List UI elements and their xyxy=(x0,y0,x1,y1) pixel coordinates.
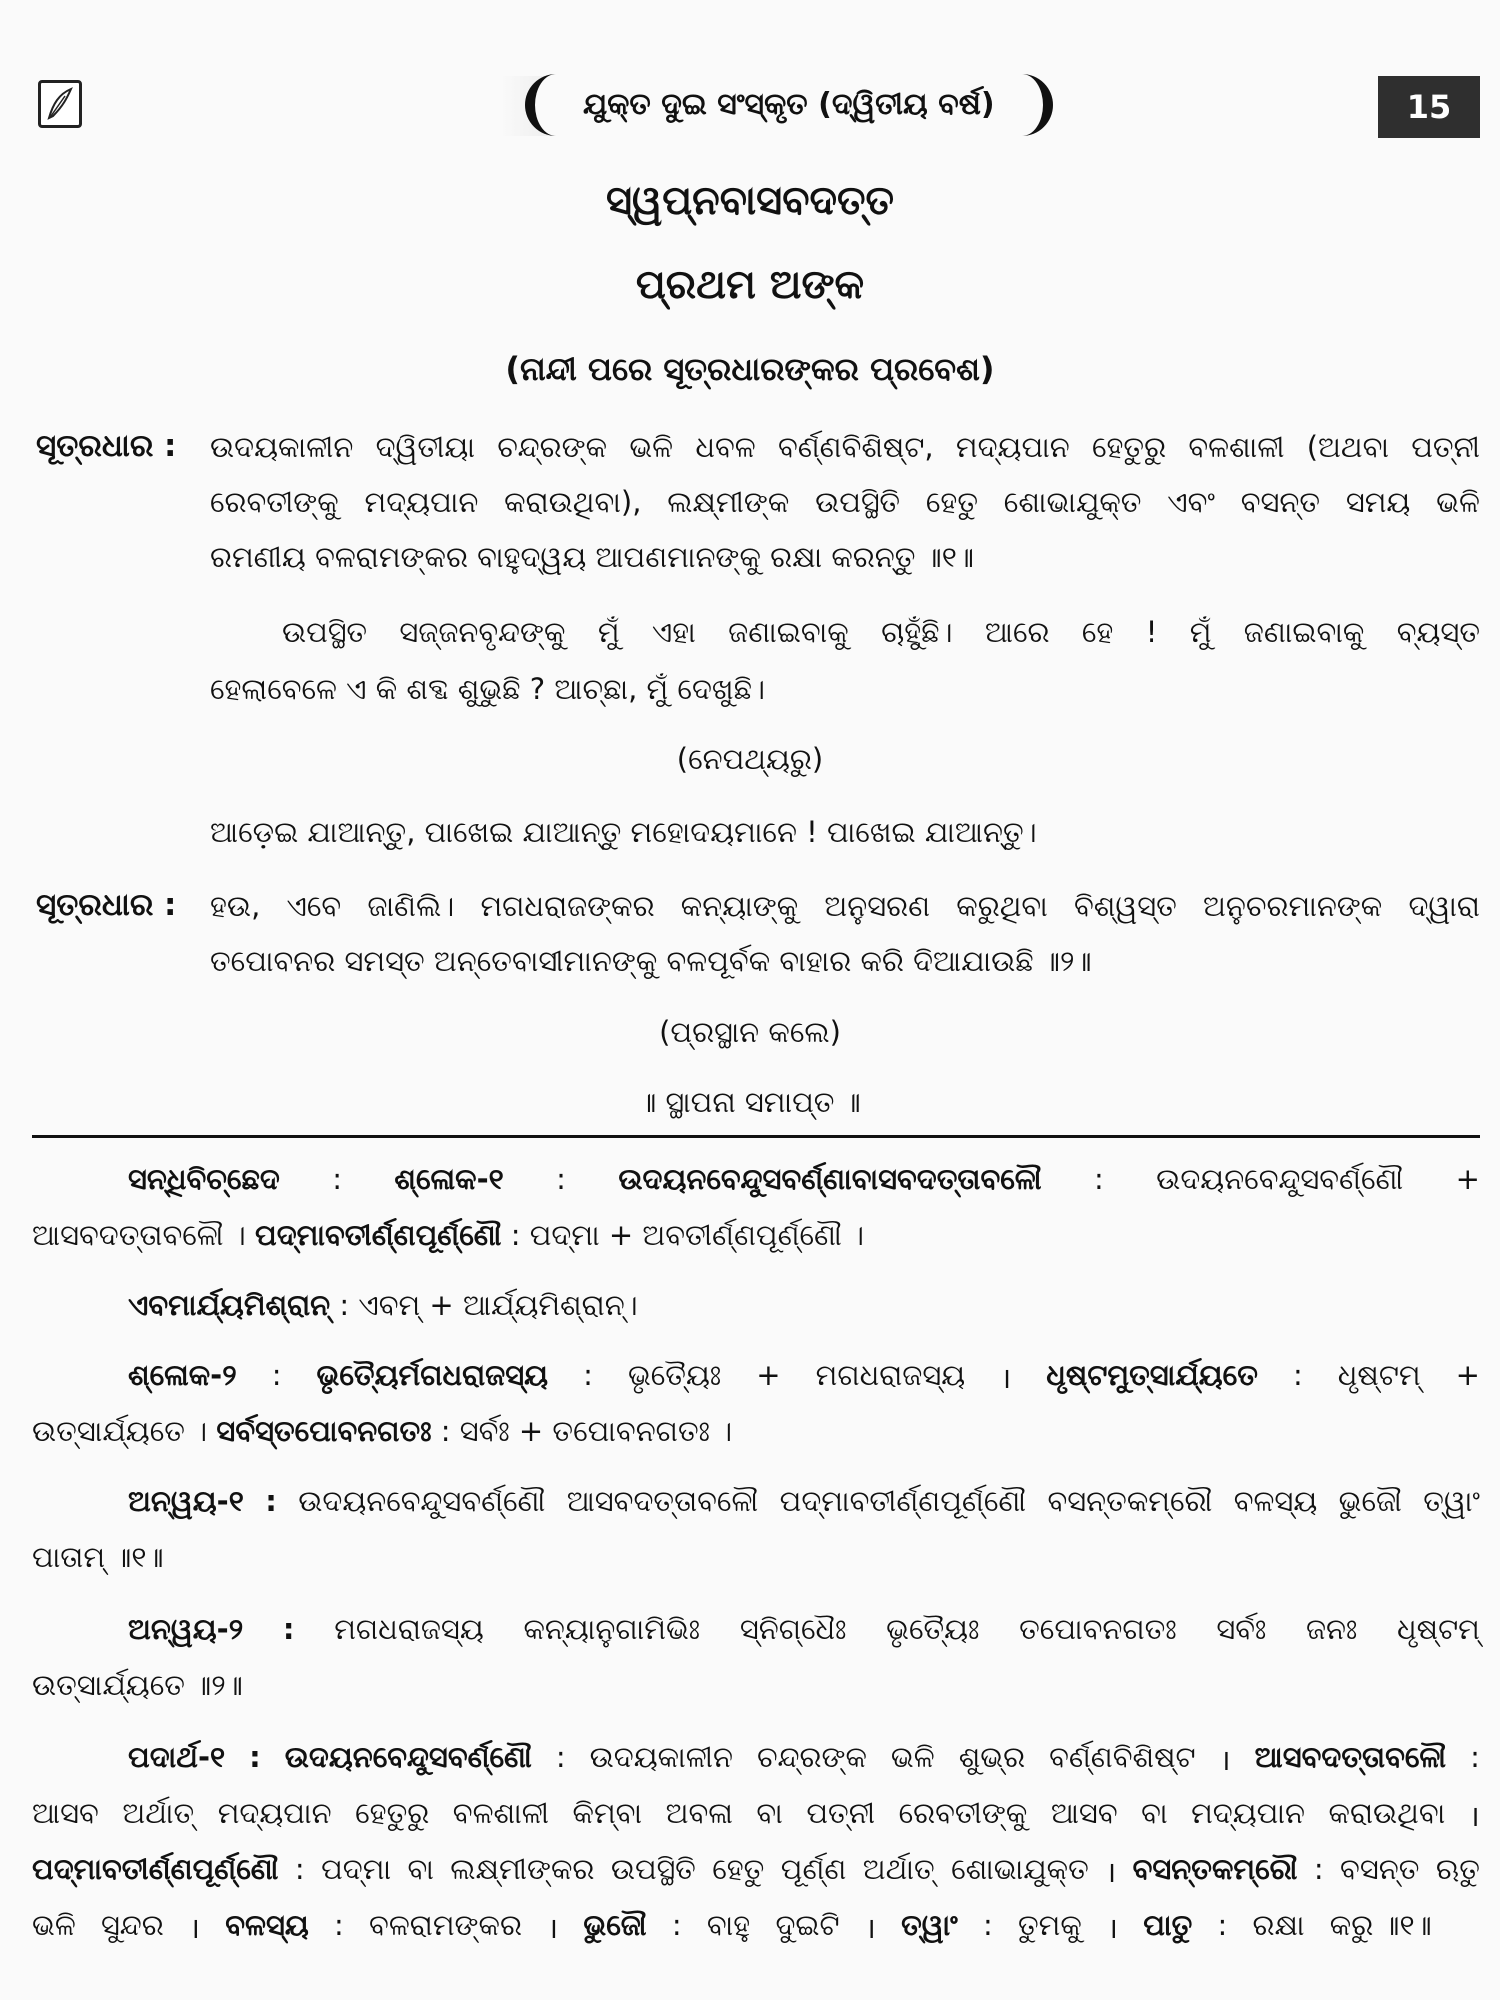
word: + xyxy=(1455,1358,1480,1392)
word: ଧୃଷ୍ଟମ୍ xyxy=(1337,1358,1421,1392)
speech-line: ତପୋବନର ସମସ୍ତ ଅନ୍ତେବାସୀମାନଙ୍କୁ ବଳପୂର୍ବକ ବାହାର କରି ଦିଆଯାଉଛି ॥୨॥ xyxy=(210,944,1092,978)
book-title: ଯୁକ୍ତ ଦୁଇ ସଂସ୍କୃତ (ଦ୍ୱିତୀୟ ବର୍ଷ) xyxy=(525,74,1053,136)
note-text: ଉତ୍ସାର୍ଯ୍ୟତେ । xyxy=(32,1414,217,1448)
word: ପତ୍ନୀ xyxy=(1411,430,1480,464)
word: + xyxy=(756,1358,781,1392)
word: । xyxy=(1000,1361,1012,1395)
word: : xyxy=(332,1162,342,1196)
word: ପଦ୍ମାବତୀର୍ଣ୍ଣପୂର୍ଣ୍ଣୌ xyxy=(779,1484,1027,1518)
word: ବଳରାମଙ୍କର xyxy=(369,1908,522,1942)
word: ସଜ୍ଜନବୃନ୍ଦଙ୍କୁ xyxy=(399,615,566,649)
word: ସମୟ xyxy=(1345,485,1411,519)
act-title: ପ୍ରଥମ ଅଙ୍କ xyxy=(635,262,865,308)
word: ମଗଧରାଜସ୍ୟ xyxy=(815,1358,966,1392)
word: ତୁମକୁ xyxy=(1017,1908,1082,1942)
word: : xyxy=(1093,1162,1104,1196)
word: ହେତୁ xyxy=(925,485,979,519)
word: : xyxy=(334,1908,344,1942)
word: ଏବଂ xyxy=(1167,485,1215,519)
note-term: ଭୃତ୍ୟୈର୍ମଗଧରାଜସ୍ୟ xyxy=(316,1358,549,1392)
padartha-line xyxy=(128,1740,1480,1779)
word: ଉଦୟନବେନ୍ଦୁସବର୍ଣ୍ଣୌ xyxy=(298,1484,546,1518)
word: ଆସବ xyxy=(32,1796,99,1830)
word: ତ୍ୱାଂ xyxy=(1423,1484,1480,1518)
word: ଦ୍ୱାରା xyxy=(1408,889,1480,923)
word: ସ୍ନିଗ୍ଧୈଃ xyxy=(739,1612,847,1646)
word: । xyxy=(1105,1855,1117,1889)
padartha-line xyxy=(32,1852,1480,1891)
word: କରାଉଥିବା xyxy=(1328,1796,1446,1830)
speech-line xyxy=(282,615,1480,650)
word: : xyxy=(271,1358,282,1392)
word: କିମ୍ବା xyxy=(572,1796,643,1830)
word: ଆସବ xyxy=(1050,1796,1118,1830)
padartha-line xyxy=(32,1796,1480,1835)
anvaya-line: ପାତାମ୍ ॥୧॥ xyxy=(32,1540,164,1574)
word: ଭୁଜୌ xyxy=(1338,1484,1402,1518)
play-title: ସ୍ୱପ୍ନବାସବଦତ୍ତ xyxy=(605,178,895,224)
note-term: ସର୍ବସ୍ତପୋବନଗତଃ xyxy=(216,1414,432,1448)
word: ମଦ୍ୟପାନ xyxy=(364,485,479,519)
word: କନ୍ୟାଙ୍କୁ xyxy=(680,889,799,923)
note-term: ଅନ୍ୱୟ-୧ xyxy=(128,1484,244,1518)
word: ମଦ୍ୟପାନ xyxy=(1191,1796,1305,1830)
note-term: ଶ୍ଳୋକ-୨ xyxy=(128,1358,237,1392)
book-logo-icon xyxy=(38,80,82,128)
word: ଏହା xyxy=(651,615,696,649)
note-term: ଉଦୟନବେନ୍ଦୁସବର୍ଣ୍ଣୌ xyxy=(284,1740,532,1774)
word: + xyxy=(1455,1162,1480,1196)
word: ବାହୁ xyxy=(706,1908,751,1942)
word: ଉପସ୍ଥିତି xyxy=(610,1852,696,1886)
sandhi-line xyxy=(32,1218,864,1253)
word: ଲକ୍ଷ୍ମୀଙ୍କ xyxy=(667,485,790,519)
word: ଭଳି xyxy=(629,430,674,464)
word: : xyxy=(1217,1908,1228,1942)
word: । xyxy=(1107,1911,1119,1945)
sandhi-line xyxy=(32,1414,732,1449)
stage-direction-end: ॥ ସ୍ଥାପନା ସମାପ୍ତ ॥ xyxy=(639,1085,861,1119)
word: ରେବତୀଙ୍କୁ xyxy=(210,485,339,519)
word: ମଗଧରାଜସ୍ୟ xyxy=(334,1612,484,1646)
word: ବା xyxy=(1141,1796,1168,1830)
word: ଭଳି xyxy=(32,1908,76,1942)
stage-direction-offstage: (ନେପଥ୍ୟରୁ) xyxy=(676,742,824,776)
word: ଅବଳା xyxy=(665,1796,733,1830)
word: : xyxy=(671,1908,682,1942)
word: ଉଦୟକାଳୀନ xyxy=(589,1740,733,1774)
note-term: ଶ୍ଳୋକ-୧ xyxy=(394,1162,504,1196)
word: ଉଦୟନବେନ୍ଦୁସବର୍ଣ୍ଣୌ xyxy=(1156,1162,1404,1196)
word: ବଳସ୍ୟ xyxy=(1233,1484,1318,1518)
word: ବର୍ଣ୍ଣବିଶିଷ୍ଟ, xyxy=(777,430,934,464)
word: : xyxy=(1470,1740,1480,1774)
word: : xyxy=(294,1852,305,1886)
note-term: ଭୁଜୌ xyxy=(583,1908,647,1942)
word: ଲକ୍ଷ୍ମୀଙ୍କର xyxy=(450,1852,595,1886)
word: ଜଣାଇବାକୁ xyxy=(728,615,849,649)
quill-icon xyxy=(45,86,75,122)
speaker-colon: : xyxy=(164,887,177,923)
note-term: : xyxy=(265,1484,277,1518)
speech-line: ରମଣୀୟ ବଳରାମଙ୍କର ବାହୁଦ୍ୱୟ ଆପଣମାନଙ୍କୁ ରକ୍ଷା କରନ୍ତୁ ॥୧॥ xyxy=(210,540,975,574)
speaker-label: ସୂତ୍ରଧାର xyxy=(36,428,154,464)
sandhi-line xyxy=(128,1358,1480,1397)
word: ସର୍ବଃ xyxy=(1216,1612,1267,1646)
word: କରାଉଥିବା), xyxy=(504,485,642,519)
note-term: ବଳସ୍ୟ xyxy=(225,1908,309,1942)
note-term: ପଦ୍ମାବତୀର୍ଣ୍ଣପୂର୍ଣ୍ଣୌ xyxy=(255,1218,502,1252)
note-term: ଅନ୍ୱୟ-୨ xyxy=(128,1612,244,1646)
word: : xyxy=(583,1358,593,1392)
word: ବଳଶାଳୀ xyxy=(452,1796,549,1830)
word: ହେତୁ xyxy=(712,1852,765,1886)
note-term: ପଦ୍ମାବତୀର୍ଣ୍ଣପୂର୍ଣ୍ଣୌ xyxy=(32,1852,279,1886)
word: ଦୁଇଟି xyxy=(775,1908,840,1942)
word: ବ୍ୟସ୍ତ xyxy=(1396,615,1480,649)
word: ବସନ୍ତ xyxy=(1340,1852,1420,1886)
speaker-colon: : xyxy=(164,428,177,464)
stage-direction-exit: (ପ୍ରସ୍ଥାନ କଲେ) xyxy=(659,1015,841,1049)
word: ମଦ୍ୟପାନ xyxy=(217,1796,332,1830)
word: ଭଳି xyxy=(890,1740,935,1774)
word: । xyxy=(1468,1799,1480,1833)
word: ବା xyxy=(407,1852,434,1886)
note-text: : ଏବମ୍ + ଆର୍ଯ୍ୟମିଶ୍ରାନ୍। xyxy=(330,1288,638,1322)
note-term: ପାତୁ xyxy=(1143,1908,1193,1942)
page-number: 15 xyxy=(1378,76,1480,138)
word: ଅନୁସରଣ xyxy=(824,889,931,923)
stage-direction-entry: (ନାନ୍ଦୀ ପରେ ସୂତ୍ରଧାରଙ୍କର ପ୍ରବେଶ) xyxy=(505,350,995,388)
note-term: ଧୃଷ୍ଟମୁତ୍ସାର୍ଯ୍ୟତେ xyxy=(1046,1358,1258,1392)
speech-line xyxy=(210,485,1480,520)
word: ଉପସ୍ଥିତି xyxy=(815,485,901,519)
word: ଦ୍ୱିତୀୟା xyxy=(375,430,475,464)
speech-line xyxy=(210,430,1480,465)
word: ଜଣାଇବାକୁ xyxy=(1243,615,1365,649)
word: (ଅଥବା xyxy=(1306,430,1389,464)
word: ହେ xyxy=(1081,615,1114,649)
word: ସୁନ୍ଦର xyxy=(101,1908,164,1942)
sandhi-line xyxy=(128,1288,638,1323)
word: ହେତୁରୁ xyxy=(355,1796,430,1830)
word: । xyxy=(189,1911,200,1945)
note-term: ଆସବଦତ୍ତାବଳୌ xyxy=(1254,1740,1447,1774)
word: : xyxy=(1292,1358,1303,1392)
word: ବଳଶାଳୀ xyxy=(1188,430,1285,464)
word: ଚାହୁଁଛି। xyxy=(881,615,953,649)
word: ମୁଁ xyxy=(1189,615,1212,649)
word: ମୁଁ xyxy=(597,615,620,649)
word: ଭୃତ୍ୟୈଃ xyxy=(886,1612,980,1646)
word: ଏବେ xyxy=(286,889,342,923)
word: : xyxy=(556,1162,566,1196)
word: ଧୃଷ୍ଟମ୍ xyxy=(1397,1612,1480,1646)
note-term: ସନ୍ଧିବିଚ୍ଛେଦ xyxy=(128,1162,280,1196)
word: କରୁଥିବା xyxy=(956,889,1048,923)
note-term: ବସନ୍ତକମ୍ରୌ xyxy=(1132,1852,1298,1886)
word: ଜାଣିଲି। xyxy=(367,889,455,923)
word: । xyxy=(864,1911,876,1945)
anvaya-line xyxy=(128,1484,1480,1519)
note-text: ଆସବଦତ୍ତାବଳୌ । xyxy=(32,1218,256,1252)
word: ରେବତୀଙ୍କୁ xyxy=(898,1796,1028,1830)
word: ଅନୁଚରମାନଙ୍କ xyxy=(1203,889,1383,923)
word: ବସନ୍ତକମ୍ରୌ xyxy=(1047,1484,1213,1518)
note-term: ପଦାର୍ଥ-୧ xyxy=(128,1740,226,1774)
note-text: : ସର୍ବଃ + ତପୋବନଗତଃ । xyxy=(431,1414,733,1448)
word: ହଉ, xyxy=(210,889,261,923)
note-term: ଏବମାର୍ଯ୍ୟମିଶ୍ରାନ୍ xyxy=(128,1288,331,1322)
section-divider xyxy=(32,1135,1480,1138)
sandhi-line xyxy=(128,1162,1480,1197)
word: ତପୋବନଗତଃ xyxy=(1019,1612,1177,1646)
speaker-label: ସୂତ୍ରଧାର xyxy=(36,887,154,923)
word: ଜନଃ xyxy=(1306,1612,1358,1646)
word: ! xyxy=(1145,615,1158,649)
note-term: ଉଦୟନବେନ୍ଦୁସବର୍ଣ୍ଣାବାସବଦତ୍ତାବଳୌ xyxy=(618,1162,1042,1196)
word: ମଗଧରାଜଙ୍କର xyxy=(480,889,655,923)
word: ଭୃତ୍ୟୈଃ xyxy=(627,1358,722,1392)
word: ବିଶ୍ୱସ୍ତ xyxy=(1074,889,1177,923)
word: ବା xyxy=(756,1796,783,1830)
word: ଭଳି xyxy=(1436,485,1480,519)
word: ହେତୁରୁ xyxy=(1091,430,1167,464)
note-text: : ପଦ୍ମା + ଅବତୀର୍ଣ୍ଣପୂର୍ଣ୍ଣୌ । xyxy=(501,1218,865,1252)
word: ଋତୁ xyxy=(1435,1852,1480,1886)
word: କନ୍ୟାନୁଗାମିଭିଃ xyxy=(523,1612,701,1646)
word: ଆରେ xyxy=(984,615,1050,649)
word: ମଦ୍ୟପାନ xyxy=(955,430,1070,464)
word: ପୂର୍ଣ୍ଣ xyxy=(780,1852,847,1886)
word: : xyxy=(555,1740,566,1774)
padartha-line xyxy=(32,1908,1432,1947)
word: ଅର୍ଥାତ୍ xyxy=(122,1796,195,1830)
note-term: : xyxy=(249,1740,261,1774)
word: ଆସବଦତ୍ତାବଳୌ xyxy=(566,1484,759,1518)
anvaya-line: ଉତ୍ସାର୍ଯ୍ୟତେ ॥୨॥ xyxy=(32,1668,243,1702)
word: କରୁ ॥୧॥ xyxy=(1329,1908,1432,1942)
word: ବସନ୍ତ xyxy=(1240,485,1321,519)
note-term: : xyxy=(282,1612,295,1646)
word: ରକ୍ଷା xyxy=(1252,1908,1305,1942)
anvaya-line xyxy=(128,1612,1480,1647)
speech-line: ହେଲାବେଳେ ଏ କି ଶବ୍ଦ ଶୁଭୁଛି ? ଆଚ୍ଛା, ମୁଁ ଦେଖୁଛି। xyxy=(210,672,766,706)
word: ଚନ୍ଦ୍ରଙ୍କ xyxy=(756,1740,867,1774)
word: ବର୍ଣ୍ଣବିଶିଷ୍ଟ xyxy=(1049,1740,1196,1774)
word: ଅର୍ଥାତ୍ xyxy=(862,1852,935,1886)
word: ଧବଳ xyxy=(695,430,756,464)
word: : xyxy=(982,1908,993,1942)
word: ଉଦୟକାଳୀନ xyxy=(210,430,354,464)
speech-line xyxy=(210,889,1480,924)
word: । xyxy=(547,1911,559,1945)
word: ପଦ୍ମା xyxy=(321,1852,392,1886)
word: ଶୋଭାଯୁକ୍ତ xyxy=(1003,485,1142,519)
note-term: ତ୍ୱାଂ xyxy=(901,1908,958,1942)
word: ଉପସ୍ଥିତ xyxy=(282,615,367,649)
word: । xyxy=(1219,1743,1231,1777)
word: ଚନ୍ଦ୍ରଙ୍କ xyxy=(497,430,608,464)
word: : xyxy=(1313,1852,1324,1886)
offstage-line: ଆଡ଼େଇ ଯାଆନ୍ତୁ, ପାଖେଇ ଯାଆନ୍ତୁ ମହୋଦୟମାନେ ! ପାଖେଇ ଯାଆନ୍ତୁ। xyxy=(210,815,1037,849)
word: ଶୁଭ୍ର xyxy=(958,1740,1026,1774)
page-header xyxy=(0,68,1500,142)
word: ଶୋଭାଯୁକ୍ତ xyxy=(951,1852,1089,1886)
word: ପତ୍ନୀ xyxy=(806,1796,876,1830)
